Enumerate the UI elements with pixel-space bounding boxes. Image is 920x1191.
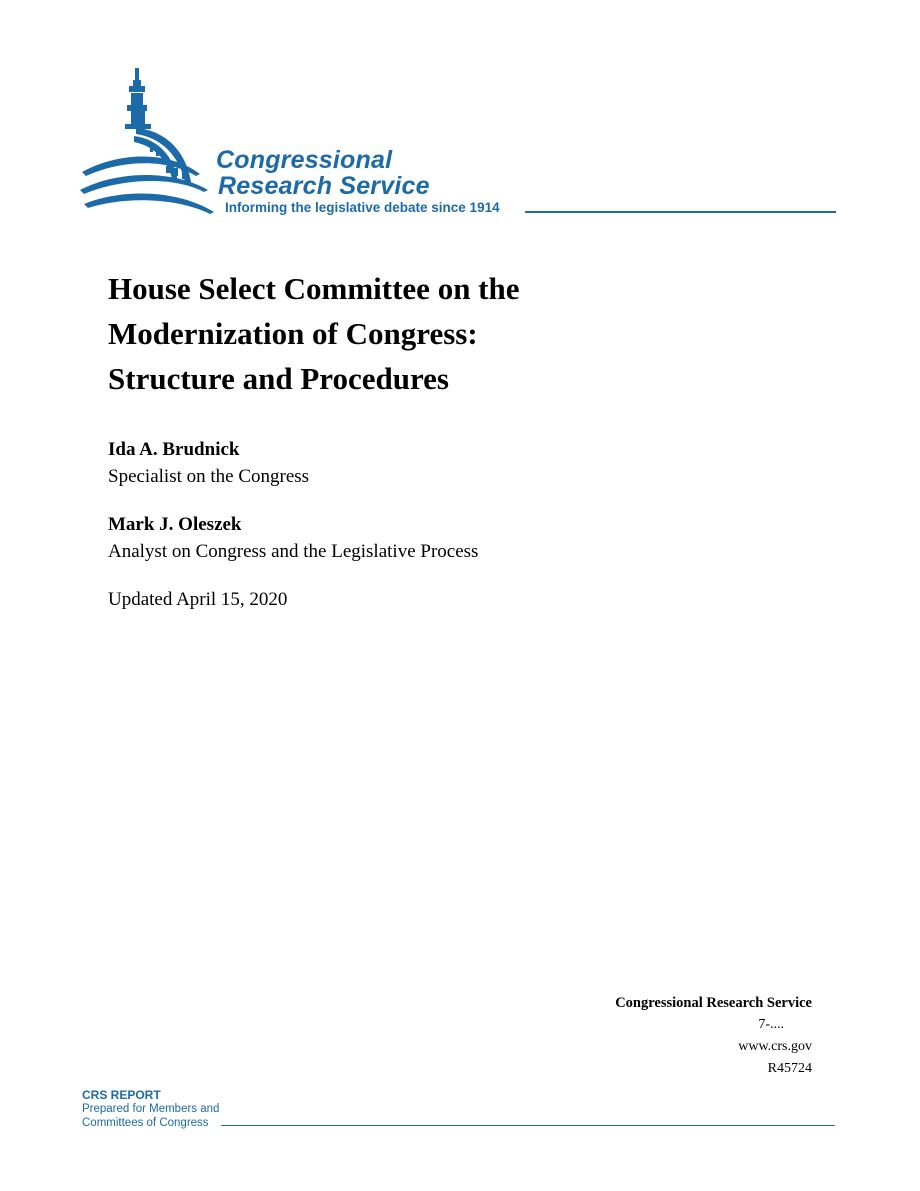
footer-label: CRS REPORT bbox=[82, 1088, 161, 1102]
logo-wordmark-line2: Research Service bbox=[218, 172, 430, 200]
footer-line2: Prepared for Members and bbox=[82, 1103, 220, 1115]
capitol-dome-icon bbox=[78, 66, 228, 222]
footer-line3: Committees of Congress bbox=[82, 1117, 209, 1129]
logo-tagline: Informing the legislative debate since 1914 bbox=[225, 200, 500, 215]
author-name: Mark J. Oleszek bbox=[108, 514, 242, 535]
footer-crs-report bbox=[82, 1088, 219, 1130]
author-name: Ida A. Brudnick bbox=[108, 439, 240, 460]
author-block bbox=[108, 437, 309, 491]
report-title bbox=[108, 266, 668, 401]
footer-divider bbox=[221, 1125, 835, 1126]
logo-wordmark-line1: Congressional bbox=[216, 146, 393, 174]
meta-organization: Congressional Research Service bbox=[615, 995, 812, 1011]
report-meta bbox=[615, 992, 812, 1080]
author-role: Specialist on the Congress bbox=[108, 466, 310, 487]
updated-date: Updated April 15, 2020 bbox=[108, 589, 288, 610]
report-title-line3: Structure and Procedures bbox=[108, 361, 449, 396]
author-role: Analyst on Congress and the Legislative Process bbox=[108, 541, 479, 562]
report-title-line1: House Select Committee on the bbox=[108, 271, 520, 306]
tagline-divider bbox=[525, 211, 836, 213]
meta-website-link[interactable]: www.crs.gov bbox=[738, 1039, 812, 1054]
report-title-line2: Modernization of Congress: bbox=[108, 316, 478, 351]
crs-logo bbox=[78, 66, 838, 222]
author-block bbox=[108, 512, 478, 566]
meta-report-number: R45724 bbox=[767, 1061, 812, 1076]
meta-code: 7-.... bbox=[758, 1017, 784, 1032]
